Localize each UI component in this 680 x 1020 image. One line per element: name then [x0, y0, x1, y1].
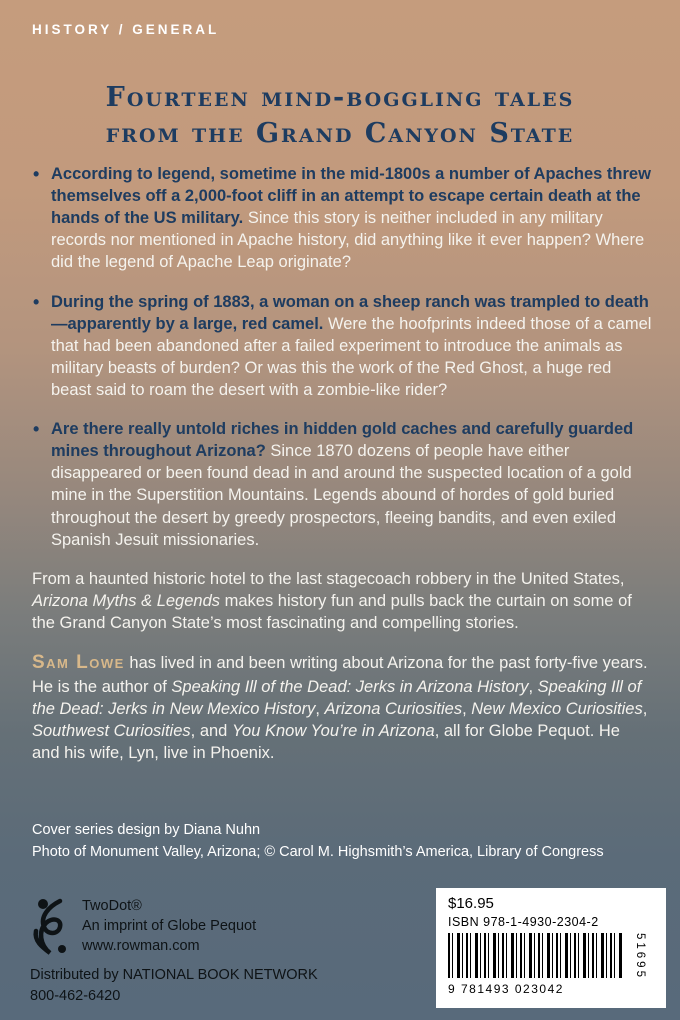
barcode-addon-digits: 51695 [634, 933, 646, 980]
barcode-ean-digits: 9 781493 023042 [448, 981, 564, 996]
distribution-lines [30, 965, 318, 1009]
imprint-row [30, 896, 318, 957]
barcode-row [448, 933, 656, 980]
barcode-box [436, 888, 666, 1008]
page-title [0, 80, 680, 151]
bullet-list [32, 163, 652, 551]
price-label: $16.95 [448, 895, 494, 912]
imprint-lines [82, 896, 256, 957]
isbn-label: ISBN 978-1-4930-2304-2 [448, 915, 599, 929]
title-line2: from the Grand Canyon State [105, 117, 575, 149]
imprint-name: TwoDot® [82, 897, 142, 914]
credits-block [32, 820, 652, 864]
publisher-phone: 800-462-6420 [30, 988, 121, 1005]
title-line1: Fourteen mind-boggling tales [105, 82, 575, 113]
bullet-item-red-ghost: • During the spring of 1883, a woman on a sheep ranch was trampled to death—apparently by a large, red camel. Were the hoofprints indeed those of a camel that had been abandoned after a failed experiment to introduce the animals as military beasts of burden? Or was this the work of the Red Ghost, a huge red beast said to roam the desert with a zombie-like rider? [32, 291, 652, 402]
bullet-item-gold-mines: • Are there really untold riches in hidden gold caches and carefully guarded mines throughout Arizona? Since 1870 dozens of people have either disappeared or been found dead in and around the suspected location of a gold mine in the Superstition Mountains. Legends abound of hordes of gold buried throughout the desert by greedy prospectors, fleeing bandits, and even exiled Spanish Jesuit missionaries. [32, 418, 652, 551]
publisher-block [30, 896, 318, 1008]
distribution-text: Distributed by NATIONAL BOOK NETWORK [30, 966, 318, 983]
bullet-item-apache-leap: • According to legend, sometime in the mid-1800s a number of Apaches threw themselves off a 2,000-foot cliff in an attempt to escape certain death at the hands of the US military. Since this story is neither included in any military records nor mentioned in Apache history, did anything like it ever happen? Where did the legend of Apache Leap originate? [32, 163, 652, 274]
author-bio-paragraph: Sam Lowe has lived in and been writing about Arizona for the past forty-five years. He is the author of Speaking Ill of the Dead: Jerks in Arizona History, Speaking Ill of the Dead: Jerks in New Mexico History, Arizona Curiosities, New Mexico Curiosities, Southwest Curiosities, and You Know You’re in Arizona, all for Globe Pequot. He and his wife, Lyn, live in Phoenix. [32, 652, 648, 762]
publisher-website: www.rowman.com [82, 938, 200, 955]
category-label: HISTORY / GENERAL [32, 22, 220, 37]
main-content [32, 163, 652, 780]
imprint-tagline: An imprint of Globe Pequot [82, 917, 257, 934]
footer [30, 888, 666, 1008]
summary-paragraph: From a haunted historic hotel to the last stagecoach robbery in the United States, Arizona Myths & Legends makes history fun and pulls back the curtain on some of the Grand Canyon State’s most fascinating and compelling stories. [32, 569, 632, 632]
credit-design: Cover series design by Diana Nuhn [32, 822, 261, 838]
twodot-logo-icon [30, 897, 72, 955]
barcode-bars [448, 933, 624, 978]
credit-photo: Photo of Monument Valley, Arizona; © Carol M. Highsmith’s America, Library of Congress [32, 843, 604, 860]
